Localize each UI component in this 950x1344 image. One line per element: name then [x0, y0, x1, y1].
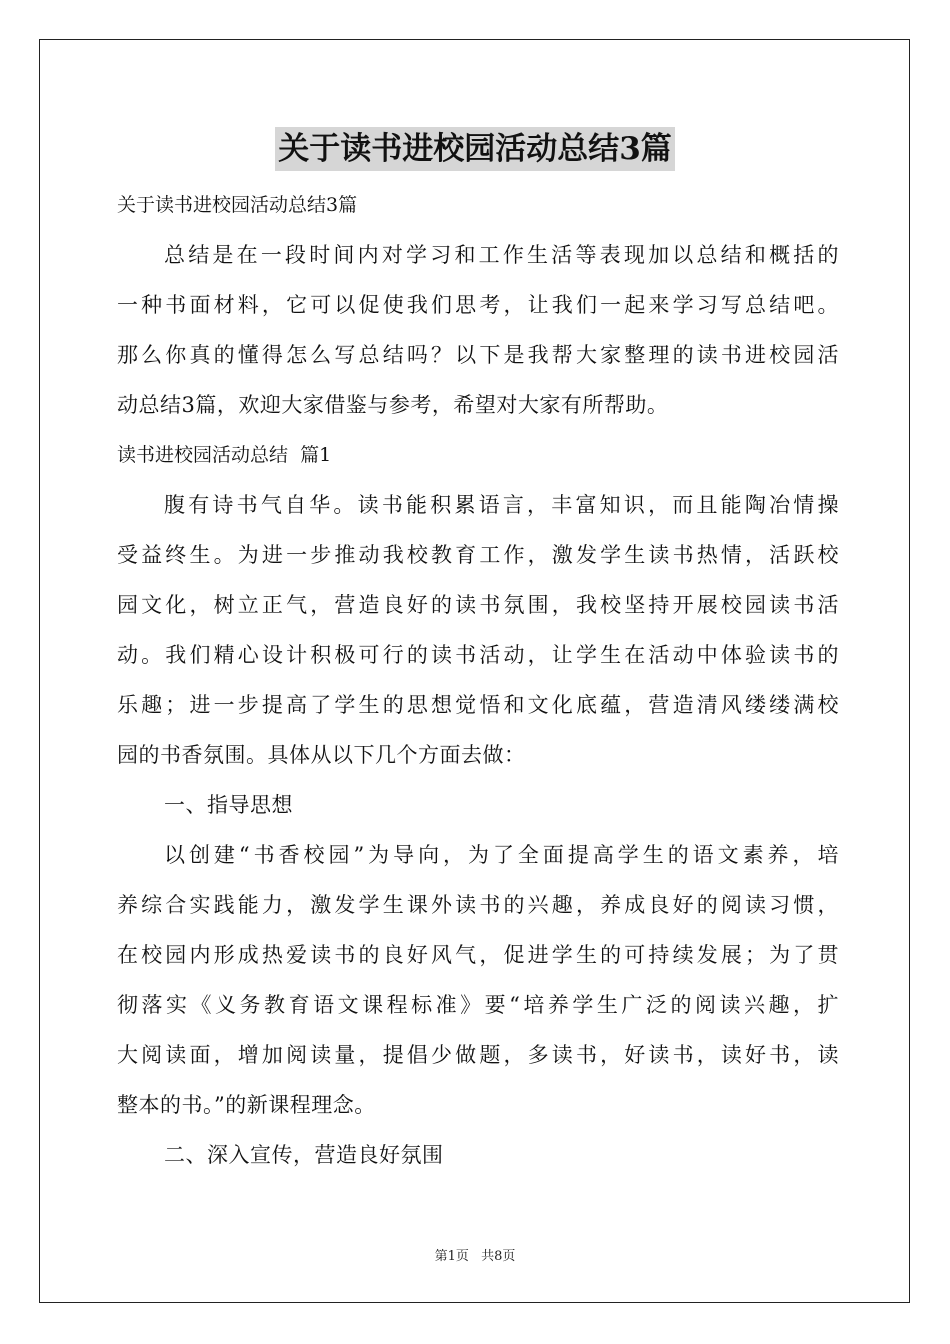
- document-subtitle: 关于读书进校园活动总结3篇: [117, 194, 358, 216]
- intro-line: 一种书面材料，它可以促使我们思考，让我们一起来学习写总结吧。: [117, 293, 839, 317]
- document-body: [117, 180, 839, 1180]
- paragraph-line: 在校园内形成热爱读书的良好风气，促进学生的可持续发展；为了贯: [117, 943, 839, 967]
- title-container: [0, 127, 950, 171]
- intro-line: 那么你真的懂得怎么写总结吗？以下是我帮大家整理的读书进校园活: [117, 343, 839, 367]
- paragraph-line: 腹有诗书气自华。读书能积累语言，丰富知识，而且能陶冶情操: [164, 493, 839, 517]
- paragraph-line: 受益终生。为进一步推动我校教育工作，激发学生读书热情，活跃校: [117, 543, 839, 567]
- paragraph-line: 乐趣；进一步提高了学生的思想觉悟和文化底蕴，营造清风缕缕满校: [117, 693, 839, 717]
- paragraph-line: 动。我们精心设计积极可行的读书活动，让学生在活动中体验读书的: [117, 643, 839, 667]
- page-total: 共8页: [481, 1249, 516, 1264]
- paragraph-line: 大阅读面，增加阅读量，提倡少做题，多读书，好读书，读好书，读: [117, 1043, 839, 1067]
- paragraph-line: 养综合实践能力，激发学生课外读书的兴趣，养成良好的阅读习惯，: [117, 893, 839, 917]
- intro-line: 动总结3篇，欢迎大家借鉴与参考，希望对大家有所帮助。: [117, 393, 669, 417]
- paragraph-line: 彻落实《义务教育语文课程标准》要“培养学生广泛的阅读兴趣，扩: [117, 993, 839, 1017]
- page-footer: [0, 1245, 950, 1264]
- paragraph-line: 园文化，树立正气，营造良好的读书氛围，我校坚持开展校园读书活: [117, 593, 839, 617]
- paragraph-line: 园的书香氛围。具体从以下几个方面去做：: [117, 743, 526, 767]
- subheading-guiding-thought: 一、指导思想: [164, 793, 293, 817]
- document-title: 关于读书进校园活动总结3篇: [275, 127, 675, 171]
- intro-line: 总结是在一段时间内对学习和工作生活等表现加以总结和概括的: [164, 243, 839, 267]
- paragraph-line: 以创建“书香校园”为导向，为了全面提高学生的语文素养，培: [164, 843, 839, 867]
- subheading-publicity: 二、深入宣传，营造良好氛围: [164, 1143, 444, 1167]
- section-heading: 读书进校园活动总结 篇1: [117, 444, 332, 466]
- page-number: 第1页: [434, 1249, 469, 1264]
- paragraph-line: 整本的书。”的新课程理念。: [117, 1093, 376, 1117]
